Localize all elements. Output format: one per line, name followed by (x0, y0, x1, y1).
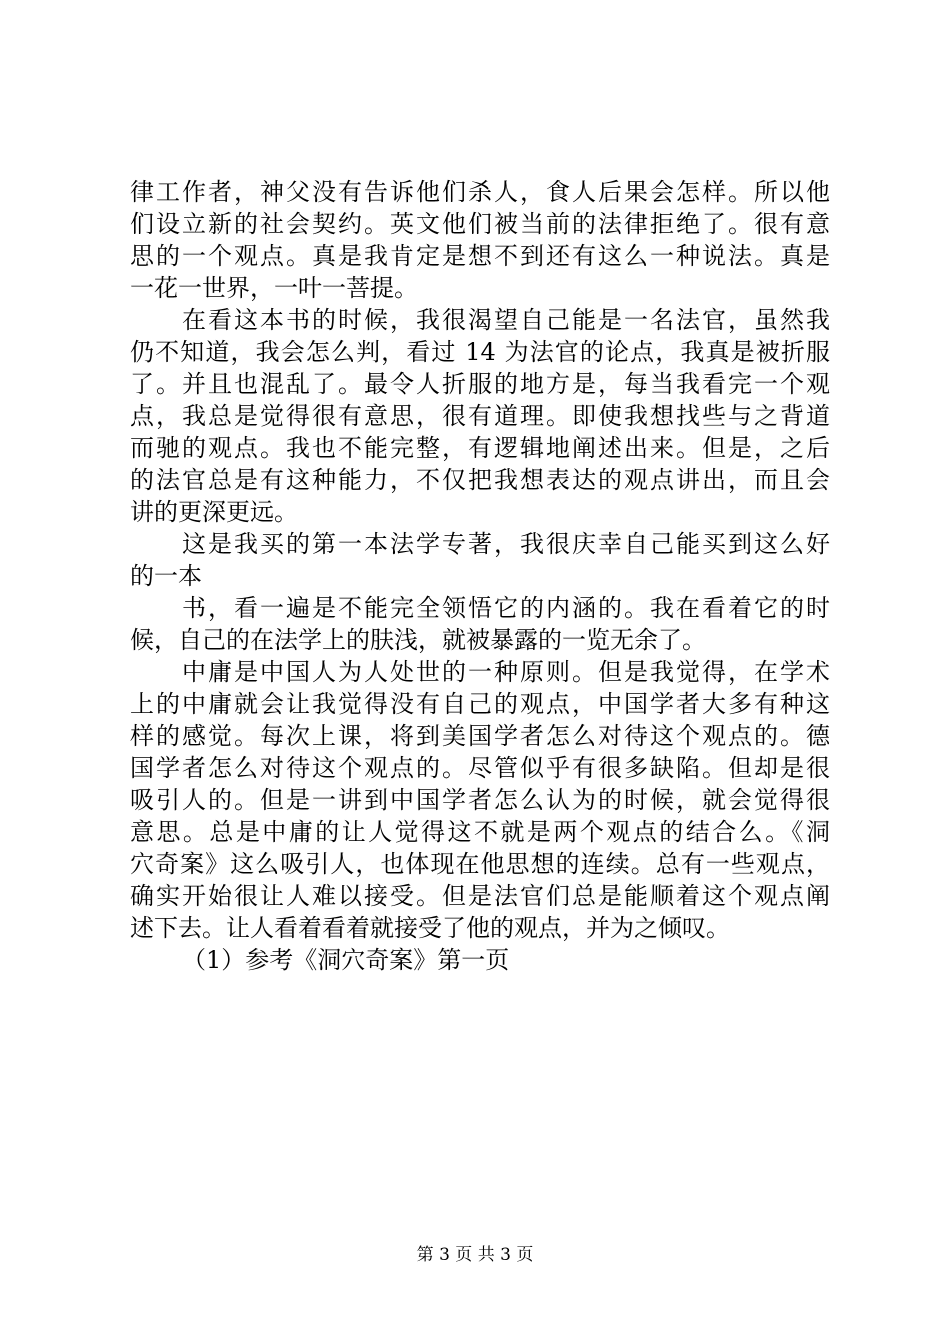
text-line: 在看这本书的时候，我很渴望自己能是一名法官，虽然我 (182, 306, 830, 334)
text-line: 的一本 (130, 562, 202, 590)
text-line: 上的中庸就会让我觉得没有自己的观点，中国学者大多有种这 (130, 690, 830, 718)
text-line: 中庸是中国人为人处世的一种原则。但是我觉得，在学术 (182, 658, 830, 686)
text-line: 这是我买的第一本法学专著，我很庆幸自己能买到这么好 (182, 530, 830, 558)
text-line: 候，自己的在法学上的肤浅，就被暴露的一览无余了。 (130, 626, 706, 654)
text-line: 思的一个观点。真是我肯定是想不到还有这么一种说法。真是 (130, 242, 830, 270)
text-line: 律工作者，神父没有告诉他们杀人，食人后果会怎样。所以他 (130, 178, 830, 206)
text-line: 吸引人的。但是一讲到中国学者怎么认为的时候，就会觉得很 (130, 786, 830, 814)
text-line: 讲的更深更远。 (130, 498, 298, 526)
text-line: 们设立新的社会契约。英文他们被当前的法律拒绝了。很有意 (130, 210, 830, 238)
text-line: 样的感觉。每次上课，将到美国学者怎么对待这个观点的。德 (130, 722, 830, 750)
text-line: 穴奇案》这么吸引人，也体现在他思想的连续。总有一些观点， (130, 850, 830, 878)
page-footer: 第 3 页 共 3 页 (416, 1245, 534, 1265)
text-line: 意思。总是中庸的让人觉得这不就是两个观点的结合么。《洞 (130, 818, 830, 846)
text-line: 的法官总是有这种能力，不仅把我想表达的观点讲出，而且会 (130, 466, 830, 494)
text-line: 点，我总是觉得很有意思，很有道理。即使我想找些与之背道 (130, 402, 830, 430)
text-line: 确实开始很让人难以接受。但是法官们总是能顺着这个观点阐 (130, 882, 830, 910)
text-line: 仍不知道，我会怎么判，看过 14 为法官的论点，我真是被折服 (130, 338, 830, 366)
text-line: 国学者怎么对待这个观点的。尽管似乎有很多缺陷。但却是很 (130, 754, 830, 782)
text-line: 一花一世界，一叶一菩提。 (130, 274, 418, 302)
text-line: 了。并且也混乱了。最令人折服的地方是，每当我看完一个观 (130, 370, 830, 398)
text-line: 而驰的观点。我也不能完整，有逻辑地阐述出来。但是，之后 (130, 434, 830, 462)
text-line: 述下去。让人看着看着就接受了他的观点，并为之倾叹。 (130, 914, 730, 942)
body-text (130, 176, 830, 976)
reference-note: （1）参考《洞穴奇案》第一页 (182, 946, 510, 974)
text-line: 书，看一遍是不能完全领悟它的内涵的。我在看着它的时 (182, 594, 830, 622)
